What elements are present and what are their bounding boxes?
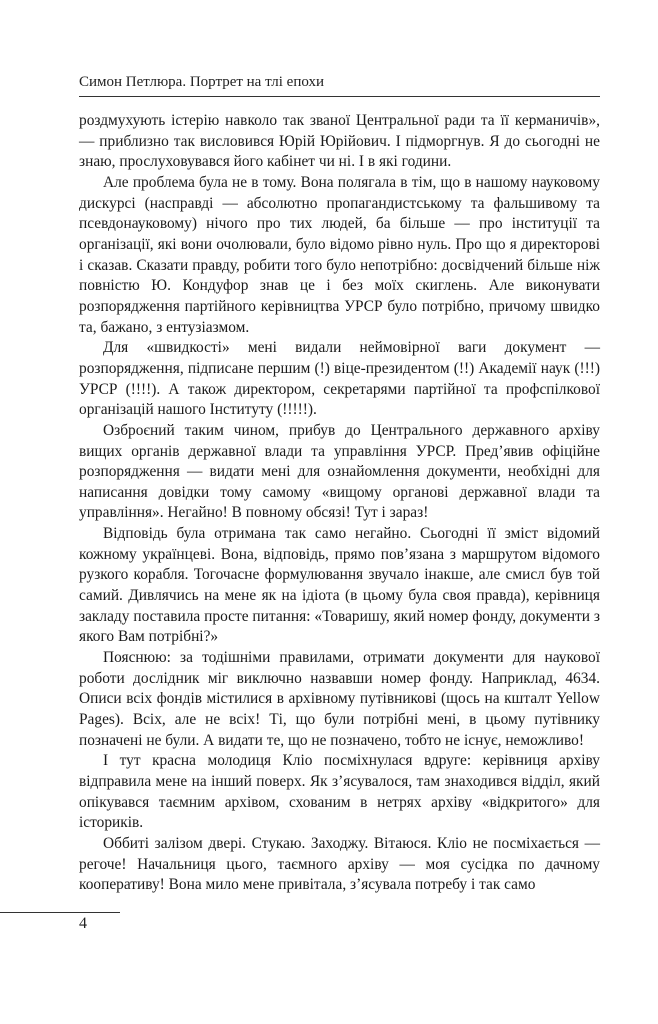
paragraph: І тут красна молодиця Кліо посміхнулася вдруге: керівниця архіву відправила мене на інший поверх. Як з’ясувалося, там знаходився відділ, який опікувався таємним архівом, схованим в нетрях архіву «відкритого» для істориків. — [79, 752, 600, 832]
paragraph: Для «швидкості» мені видали неймовірної ваги документ — розпорядження, підписане першим (!) віце-президентом (!!) Академії наук (!!!) УРСР (!!!!). А також директором, секретарями партійної та профспілкової організацій нашого Інституту (!!!!!). — [79, 339, 600, 419]
page-number: 4 — [79, 915, 87, 932]
paragraph: Пояснюю: за тодішніми правилами, отримати документи для наукової роботи дослідник міг виключно назвавши номер фонду. Наприклад, 4634. Описи всіх фондів містилися в архівному путівникові (щось на кшталт Yellow Pages). Всіх, але не всіх! Ті, що були потрібні мені, в цьому путівнику позначені не були. А видати те, що не позначено, тобто не існує, неможливо! — [79, 649, 600, 749]
paragraph: Але проблема була не в тому. Вона полягала в тім, що в нашому науковому дискурсі (насправді — абсолютно пропагандистському та фальшивому та псевдонауковому) нічого про тих людей, ба більше — про інституції та організації, які вони очолювали, було відомо рівно нуль. Про що я директорові і сказав. Сказати правду, робити того було непотрібно: досвідчений більше ніж повністю Ю. Кондуфор знав це і без моїх скиглень. Але виконувати розпорядження партійного керівництва УРСР було потрібно, причому швидко та, бажано, з ентузіазмом. — [79, 173, 600, 336]
running-title: Симон Петлюра. Портрет на тлі епохи — [79, 74, 325, 90]
paragraph: Оббиті залізом двері. Стукаю. Заходжу. Вітаюся. Кліо не посміхається — регоче! Начальниця цього, таємного архіву — моя сусідка по дачному кооперативу! Вона мило мене привітала, з’ясувала потребу і так само — [79, 834, 600, 894]
paragraph: Озброєний таким чином, прибув до Центрального державного архіву вищих органів державної влади та управління УРСР. Пред’явив офіційне розпорядження — видати мені для ознайомлення документи, необхідні для написання довідки тому самому «вищому органові державної влади та управління». Негайно! В повному обсязі! Тут і зараз! — [79, 421, 600, 522]
paragraph: Відповідь була отримана так само негайно. Сьогодні її зміст відомий кожному українцеві. Вона, відповідь, прямо пов’язана з маршрутом відомого рузкого корабля. Тогочасне формулювання звучало інакше, але смисл був той самий. Дивлячись на мене як на ідіота (в цьому була своя правда), керівниця закладу поставила просте питання: «Товаришу, який номер фонду, документи з якого Вам потрібні?» — [79, 525, 600, 646]
header-rule — [79, 96, 600, 97]
body-text — [79, 111, 600, 896]
footer-rule — [0, 912, 120, 913]
paragraph: роздмухують істерію навколо так званої Центральної ради та її керманичів», — приблизно так висловився Юрій Юрійович. І підморгнув. Я до сьогодні не знаю, прослуховувався його кабінет чи ні. І в які години. — [79, 112, 600, 171]
